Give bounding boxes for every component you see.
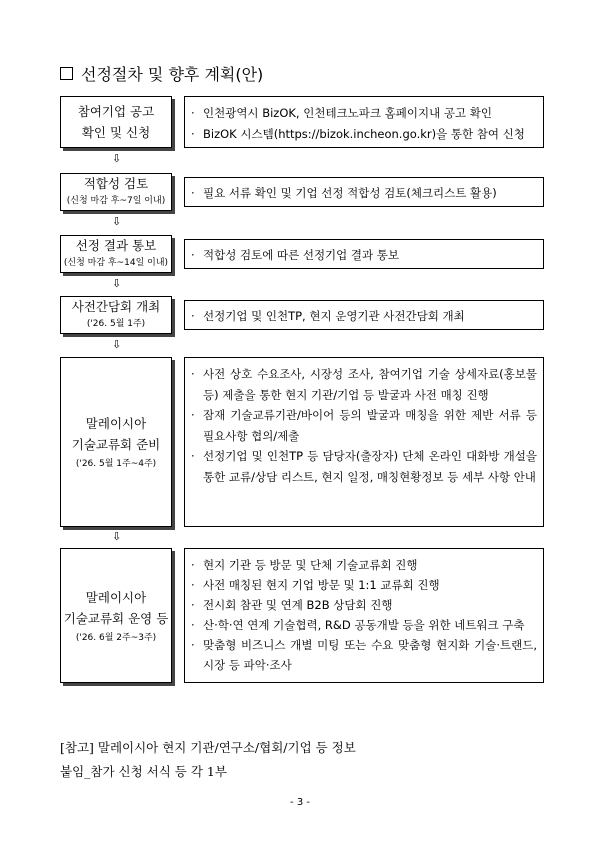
step-detail-box — [184, 300, 544, 330]
step-label-line: 기술교류회 준비 — [71, 437, 161, 452]
step-apply — [60, 96, 544, 148]
step-schedule: (신청 마감 후~7일 이내) — [66, 196, 166, 206]
detail-item: · 필요 서류 확인 및 기업 선정 적합성 검토(체크리스트 활용) — [191, 186, 497, 200]
down-arrow-icon: ⇩ — [112, 277, 122, 290]
step-prepare — [60, 357, 544, 527]
step-label-box — [60, 173, 172, 211]
detail-item: · BizOK 시스템(https://bizok.incheon.go.kr)을 통한 참여 신청 — [191, 126, 525, 141]
step-label-box — [60, 357, 172, 527]
step-label-line: 기술교류회 운영 등 — [63, 610, 169, 626]
detail-item: · 사전 매칭된 현지 기업 방문 및 1:1 교류회 진행 — [191, 578, 440, 592]
attachment-note: 붙임_참가 신청 서식 등 각 1부 — [60, 764, 227, 779]
detail-item: · 적합성 검토에 따른 선정기업 결과 통보 — [191, 248, 400, 262]
detail-item: · 잠재 기술교류기관/바이어 등의 발굴과 매칭을 위한 제반 서류 등 필요사항 협의/제출 — [191, 408, 537, 443]
down-arrow-icon: ⇩ — [112, 338, 122, 351]
step-review — [60, 173, 544, 211]
step-detail-box — [184, 96, 544, 148]
down-arrow-icon: ⇩ — [112, 215, 122, 228]
step-schedule: ('26. 5월 1주) — [86, 319, 146, 329]
step-detail-box — [184, 548, 544, 683]
step-schedule: (신청 마감 후~14일 이내) — [63, 258, 169, 268]
step-label-line: 참여기업 공고 — [77, 104, 155, 119]
detail-item: · 인천광역시 BizOK, 인천테크노파크 홈페이지내 공고 확인 — [191, 106, 492, 120]
bizok-link[interactable]: https://bizok.incheon.go.kr — [278, 126, 432, 141]
step-label-line: 말레이시아 — [85, 589, 147, 605]
detail-item: · 선정기업 및 인천TP, 현지 운영기관 사전간담회 개최 — [191, 309, 465, 323]
step-detail-box — [184, 177, 544, 207]
detail-item: · 산·학·연 연계 기술협력, R&D 공동개발 등을 위한 네트워크 구축 — [191, 618, 525, 632]
down-arrow-icon: ⇩ — [112, 530, 122, 543]
step-label-box — [60, 235, 172, 273]
step-label-box — [60, 548, 172, 683]
step-detail-box — [184, 239, 544, 269]
detail-item: · 현지 기관 등 방문 및 단체 기술교류회 진행 — [191, 558, 418, 572]
detail-item: · 전시회 참관 및 연계 B2B 상담회 진행 — [191, 598, 393, 612]
reference-note: [참고] 말레이시아 현지 기관/연구소/협회/기업 등 정보 — [60, 740, 356, 755]
section-title — [60, 62, 263, 85]
step-notify — [60, 235, 544, 273]
detail-item: · 선정기업 및 인천TP 등 담당자(출장자) 단체 온라인 대화방 개설을 통한 교류/상담 리스트, 현지 일정, 매칭현황정보 등 세부 사항 안내 — [191, 449, 537, 484]
step-label-line: 말레이시아 — [85, 416, 147, 431]
section-title-text: 선정절차 및 향후 계획(안) — [81, 65, 264, 84]
step-operate — [60, 548, 544, 683]
step-label-box — [60, 296, 172, 334]
step-label-line: 선정 결과 통보 — [75, 238, 157, 253]
step-schedule: ('26. 5월 1주~4주) — [75, 459, 157, 469]
page-number: - 3 - — [290, 797, 310, 808]
square-bullet-icon — [60, 67, 73, 80]
step-label-line: 사전간담회 개최 — [71, 299, 161, 314]
step-label-line: 확인 및 신청 — [81, 125, 151, 140]
detail-item: · 사전 상호 수요조사, 시장성 조사, 참여기업 기술 상세자료(홍보물 등) 제출을 통한 현지 기관/기업 등 발굴과 사전 매칭 진행 — [191, 367, 537, 402]
step-schedule: ('26. 6월 2주~3주) — [75, 632, 157, 643]
step-label-line: 적합성 검토 — [83, 176, 149, 191]
detail-item: · 맞춤형 비즈니스 개별 미팅 또는 수요 맞춤형 현지화 기술·트랜드, 시장 등 파악·조사 — [191, 638, 537, 672]
step-detail-box — [184, 357, 544, 527]
step-label-box — [60, 96, 172, 148]
step-meeting — [60, 296, 544, 334]
down-arrow-icon: ⇩ — [112, 152, 122, 165]
